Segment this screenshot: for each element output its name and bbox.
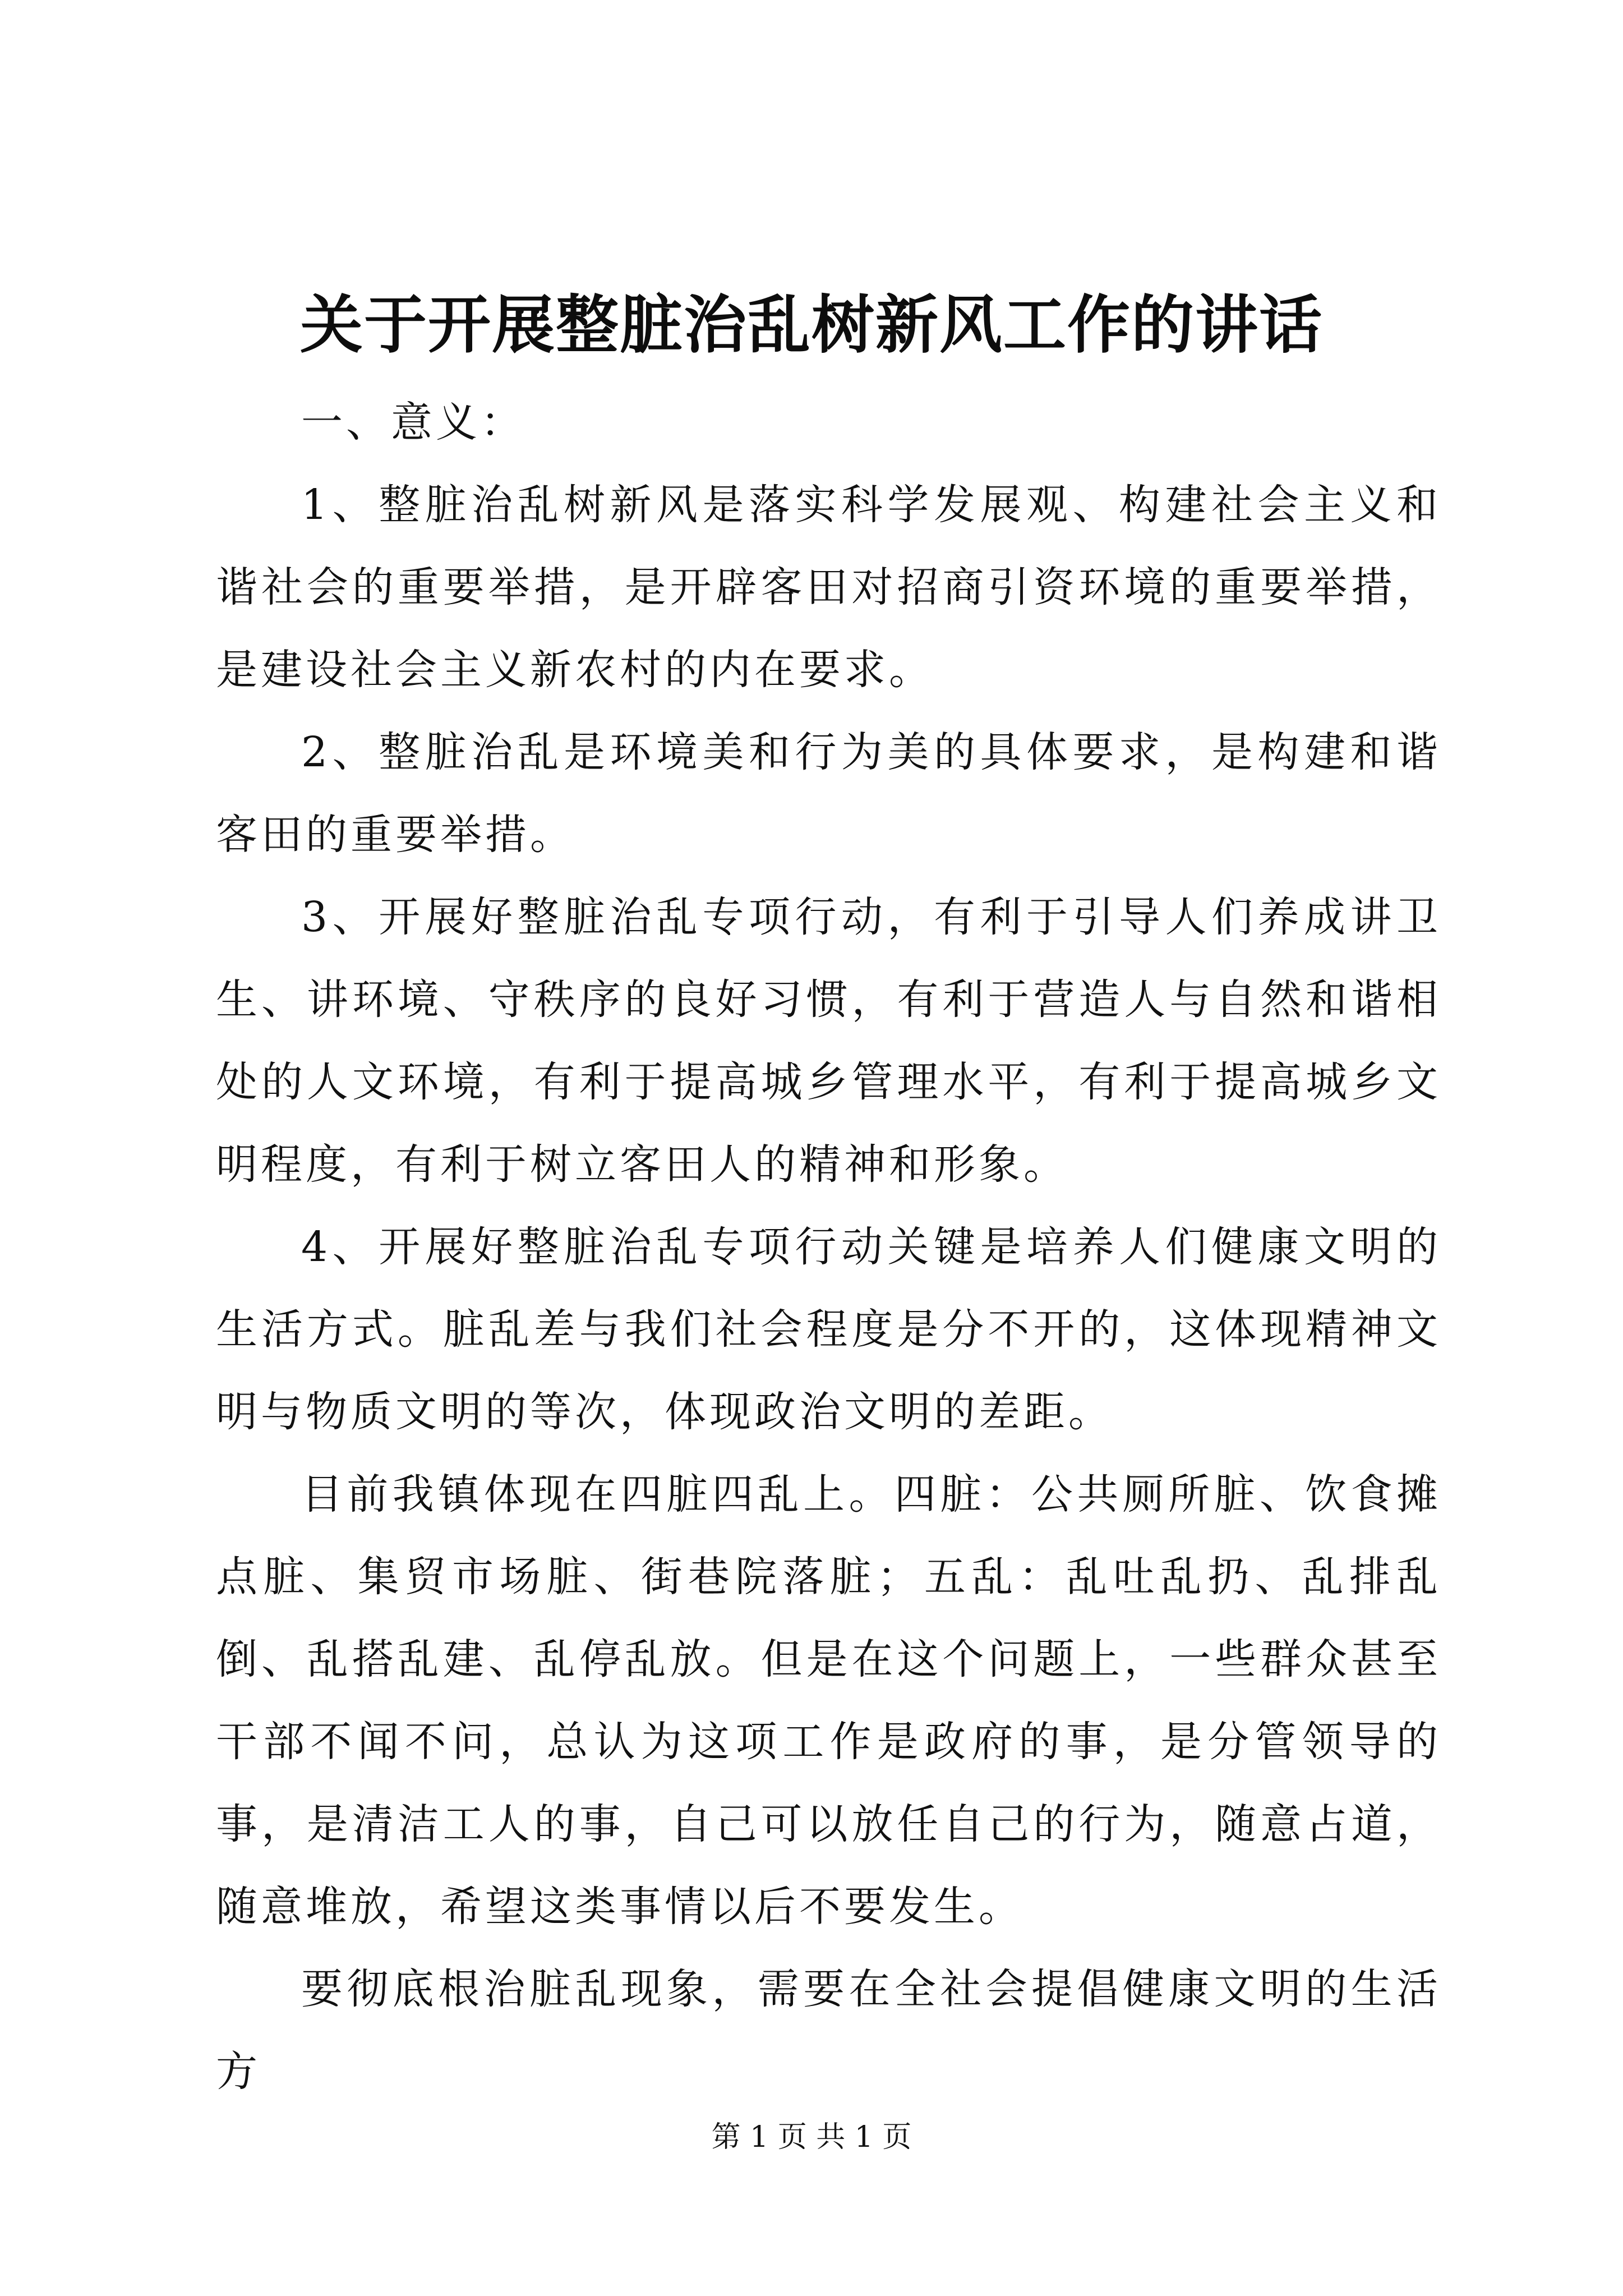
- document-body: [216, 381, 1441, 2113]
- paragraph-1: 1、整脏治乱树新风是落实科学发展观、构建社会主义和谐社会的重要举措，是开辟客田对招商引资环境的重要举措，是建设社会主义新农村的内在要求。: [216, 481, 1441, 694]
- paragraph-5: 目前我镇体现在四脏四乱上。四脏：公共厕所脏、饮食摊点脏、集贸市场脏、街巷院落脏；五乱：乱吐乱扔、乱排乱倒、乱搭乱建、乱停乱放。但是在这个问题上，一些群众甚至干部不闻不问，总认为这项工作是政府的事，是分管领导的事，是清洁工人的事，自己可以放任自己的行为，随意占道，随意堆放，希望这类事情以后不要发生。: [216, 1470, 1441, 1931]
- paragraph-2: 2、整脏治乱是环境美和行为美的具体要求，是构建和谐客田的重要举措。: [216, 728, 1441, 859]
- paragraph-4: 4、开展好整脏治乱专项行动关键是培养人们健康文明的生活方式。脏乱差与我们社会程度是分不开的，这体现精神文明与物质文明的等次，体现政治文明的差距。: [216, 1223, 1441, 1436]
- paragraph-3: 3、开展好整脏治乱专项行动，有利于引导人们养成讲卫生、讲环境、守秩序的良好习惯，有利于营造人与自然和谐相处的人文环境，有利于提高城乡管理水平，有利于提高城乡文明程度，有利于树立客田人的精神和形象。: [216, 893, 1441, 1189]
- page-footer: 第 1 页 共 1 页: [711, 2120, 912, 2154]
- section-heading: 一、意义：: [301, 398, 525, 447]
- paragraph-6: 要彻底根治脏乱现象，需要在全社会提倡健康文明的生活方: [216, 1965, 1441, 2096]
- document-title: 关于开展整脏治乱树新风工作的讲话: [300, 288, 1323, 362]
